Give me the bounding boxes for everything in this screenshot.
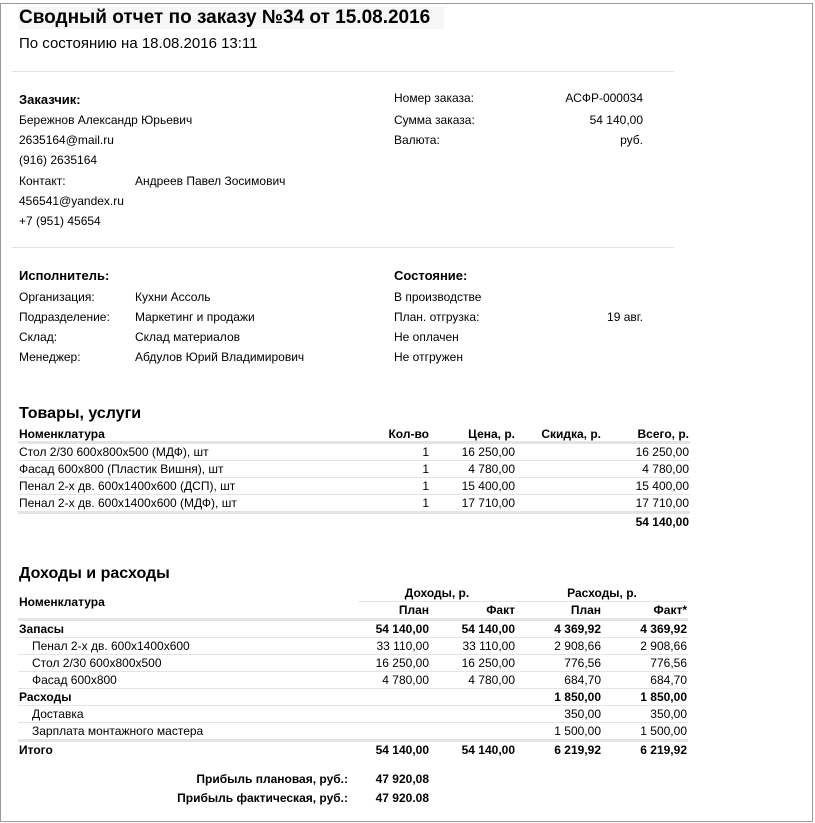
order-number-label: Номер заказа: — [394, 91, 475, 105]
expense-plan: 1 850,00 — [516, 689, 602, 706]
item-qty: 1 — [348, 443, 430, 461]
expense-fact: 2 908,66 — [602, 638, 688, 655]
expense-fact: 350,00 — [602, 706, 688, 723]
order-number-value: АСФР-000034 — [565, 91, 643, 105]
goods-total-row — [18, 513, 690, 531]
col-expense-plan: План — [516, 602, 602, 620]
item-price: 15 400,00 — [430, 478, 516, 495]
payment-status: Не оплачен — [394, 330, 459, 344]
manager-label: Менеджер: — [19, 350, 81, 364]
profit-plan-label: Прибыль плановая, руб.: — [196, 772, 348, 786]
goods-table — [18, 427, 690, 530]
expense-plan: 684,70 — [516, 672, 602, 689]
income-plan: 16 250,00 — [358, 655, 430, 672]
currency-label: Валюта: — [394, 133, 440, 147]
goods-grand-total: 54 140,00 — [635, 515, 689, 529]
item-qty: 1 — [348, 478, 430, 495]
table-row — [18, 723, 688, 741]
finance-total-row — [18, 741, 688, 759]
item-total: 4 780,00 — [602, 461, 690, 478]
finance-table — [18, 585, 688, 758]
row-name: Доставка — [18, 706, 358, 723]
table-row — [18, 495, 690, 513]
expense-plan: 6 219,92 — [554, 743, 601, 757]
executor-heading: Исполнитель: — [19, 268, 110, 283]
expense-fact: 1 500,00 — [602, 723, 688, 741]
profit-plan-value: 47 920,08 — [375, 772, 429, 786]
income-plan: 54 140,00 — [358, 620, 430, 638]
table-row — [18, 443, 690, 461]
shipping-status: Не отгружен — [394, 350, 463, 364]
expense-plan: 350,00 — [516, 706, 602, 723]
table-row — [18, 655, 688, 672]
org-value: Кухни Ассоль — [135, 290, 211, 304]
row-name: Расходы — [18, 689, 358, 706]
col-expense-fact: Факт* — [602, 602, 688, 620]
table-row — [18, 478, 690, 495]
item-qty: 1 — [348, 495, 430, 513]
dept-label: Подразделение: — [19, 310, 110, 324]
row-name: Запасы — [18, 620, 358, 638]
customer-phone: (916) 2635164 — [19, 153, 98, 167]
income-group-header: Доходы, р. — [358, 585, 516, 602]
item-price: 16 250,00 — [430, 443, 516, 461]
warehouse-value: Склад материалов — [135, 330, 240, 344]
income-fact — [430, 689, 516, 706]
item-price: 4 780,00 — [430, 461, 516, 478]
item-discount — [516, 461, 602, 478]
row-name: Стол 2/30 600x800x500 — [18, 655, 358, 672]
customer-name: Бережнов Александр Юрьевич — [19, 113, 193, 127]
income-fact: 54 140,00 — [461, 743, 515, 757]
expense-plan: 4 369,92 — [516, 620, 602, 638]
income-plan — [358, 689, 430, 706]
col-income-fact: Факт — [430, 602, 516, 620]
income-plan — [358, 706, 430, 723]
expense-plan: 1 500,00 — [516, 723, 602, 741]
customer-heading: Заказчик: — [19, 92, 81, 107]
item-total: 15 400,00 — [602, 478, 690, 495]
report-subtitle: По состоянию на 18.08.2016 13:11 — [19, 35, 258, 52]
shipment-label: План. отгрузка: — [394, 310, 480, 324]
item-discount — [516, 478, 602, 495]
col-discount: Скидка, р. — [516, 427, 602, 443]
warehouse-label: Склад: — [19, 330, 58, 344]
income-fact: 33 110,00 — [430, 638, 516, 655]
item-name: Пенал 2-х дв. 600x1400x600 (МДФ), шт — [18, 495, 348, 513]
currency-value: руб. — [620, 133, 643, 147]
contact-name: Андреев Павел Зосимович — [135, 174, 286, 188]
expense-plan: 776,56 — [516, 655, 602, 672]
table-row — [18, 706, 688, 723]
col-price: Цена, р. — [430, 427, 516, 443]
row-name: Фасад 600x800 — [18, 672, 358, 689]
expense-group-header: Расходы, р. — [516, 585, 688, 602]
divider — [12, 247, 674, 248]
item-name: Стол 2/30 600x800x500 (МДФ), шт — [18, 443, 348, 461]
table-row — [18, 620, 688, 638]
customer-email: 2635164@mail.ru — [19, 133, 114, 147]
table-row — [18, 638, 688, 655]
income-plan: 54 140,00 — [375, 743, 429, 757]
col-income-plan: План — [358, 602, 430, 620]
goods-heading: Товары, услуги — [19, 405, 142, 422]
col-nomenclature: Номенклатура — [18, 585, 358, 620]
order-sum-value: 54 140,00 — [589, 113, 643, 127]
finance-heading: Доходы и расходы — [19, 565, 170, 582]
col-qty: Кол-во — [348, 427, 430, 443]
status-state: В производстве — [394, 290, 482, 304]
col-nomenclature: Номенклатура — [18, 427, 348, 443]
expense-fact: 6 219,92 — [640, 743, 687, 757]
row-name: Зарплата монтажного мастера — [18, 723, 358, 741]
expense-fact: 684,70 — [602, 672, 688, 689]
expense-fact: 4 369,92 — [602, 620, 688, 638]
finance-header-group-row — [18, 585, 688, 602]
row-name: Пенал 2-х дв. 600x1400x600 — [18, 638, 358, 655]
status-heading: Состояние: — [394, 268, 468, 283]
income-plan: 4 780,00 — [358, 672, 430, 689]
income-fact: 4 780,00 — [430, 672, 516, 689]
expense-fact: 1 850,00 — [602, 689, 688, 706]
org-label: Организация: — [19, 290, 95, 304]
profit-fact-value: 47 920.08 — [375, 791, 429, 805]
income-fact: 16 250,00 — [430, 655, 516, 672]
expense-fact: 776,56 — [602, 655, 688, 672]
shipment-value: 19 авг. — [607, 310, 643, 324]
table-row — [18, 461, 690, 478]
item-total: 17 710,00 — [602, 495, 690, 513]
item-total: 16 250,00 — [602, 443, 690, 461]
col-total: Всего, р. — [602, 427, 690, 443]
income-fact — [430, 723, 516, 741]
item-discount — [516, 443, 602, 461]
row-name: Итого — [19, 743, 53, 757]
item-name: Пенал 2-х дв. 600x1400x600 (ДСП), шт — [18, 478, 348, 495]
income-fact: 54 140,00 — [430, 620, 516, 638]
report-title: Сводный отчет по заказу №34 от 15.08.2016 — [19, 7, 444, 29]
goods-header-row — [18, 427, 690, 443]
item-price: 17 710,00 — [430, 495, 516, 513]
income-fact — [430, 706, 516, 723]
expense-plan: 2 908,66 — [516, 638, 602, 655]
contact-phone: +7 (951) 45654 — [19, 214, 101, 228]
table-row — [18, 689, 688, 706]
table-row — [18, 672, 688, 689]
divider — [12, 71, 674, 72]
dept-value: Маркетинг и продажи — [135, 310, 255, 324]
item-qty: 1 — [348, 461, 430, 478]
item-name: Фасад 600x800 (Пластик Вишня), шт — [18, 461, 348, 478]
income-plan: 33 110,00 — [358, 638, 430, 655]
manager-value: Абдулов Юрий Владимирович — [135, 350, 305, 364]
order-sum-label: Сумма заказа: — [394, 113, 475, 127]
contact-label: Контакт: — [19, 174, 66, 188]
income-plan — [358, 723, 430, 741]
profit-fact-label: Прибыль фактическая, руб.: — [177, 791, 348, 805]
contact-email: 456541@yandex.ru — [19, 194, 124, 208]
item-discount — [516, 495, 602, 513]
